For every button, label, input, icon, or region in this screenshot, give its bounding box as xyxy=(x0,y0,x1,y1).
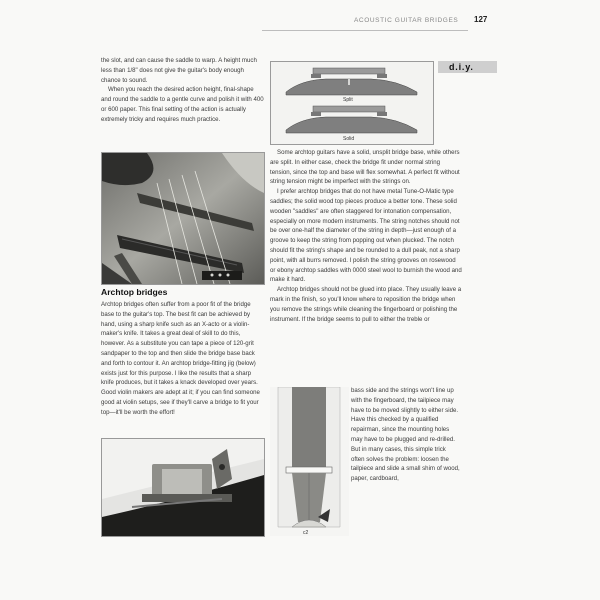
jig-illustration xyxy=(102,439,264,536)
paragraph: Archtop bridges often suffer from a poor fit of the bridge base to the guitar's top. The best fit can be achieved by hand, using a sharp knife such as an X-acto or a violin-maker's knife. It takes a great deal of skill to do this, however. As a substitute you can tape a piece of 120-grit sandpaper to the top and then slide the bridge base back and forth to contour it. An archtop bridge-fitting jig (below) exists just for this purpose. I like the results that a sharp knife produces, but it takes a knack developed over years. Good violin makers are adept at it; if you can find someone good at violin setups, see if they'll carve a bridge to fit your top—it'll be worth the effort! xyxy=(101,301,260,416)
right-column-top-text xyxy=(270,148,462,324)
paragraph: the slot, and can cause the saddle to warp. A height much less than 1/8" does not give the guitar's body enough chance to sound. xyxy=(101,57,257,84)
label-solid: Solid xyxy=(343,136,355,142)
left-column-top-text xyxy=(101,56,264,125)
tailpiece-shim-illustration xyxy=(270,387,349,536)
paragraph: When you reach the desired action height, final-shape and round the saddle to a gentle curve and polish it with 400 or 600 paper. This final setting of the action is actually extremely tricky and requires much practice. xyxy=(101,86,264,123)
label-split: Split xyxy=(343,97,353,103)
split-solid-diagram xyxy=(271,62,433,144)
diy-label: d.i.y. xyxy=(449,62,474,72)
bridge-fitting-jig-photo xyxy=(101,438,265,537)
archtop-bridge-photo xyxy=(101,152,265,285)
section-heading: Archtop bridges xyxy=(101,287,168,297)
tailpiece-diagram xyxy=(270,387,349,536)
left-column-body xyxy=(101,300,264,418)
bridge-base-diagram xyxy=(270,61,434,145)
running-head: ACOUSTIC GUITAR BRIDGES xyxy=(354,17,459,24)
paragraph: bass side and the strings won't line up with the fingerboard, the tailpiece may have to be moved slightly to either side. Have this checked by a qualified repairman, since the mounting holes may have to be plugged and re-drilled. But in many cases, this simple trick often solves the problem: loosen the tailpiece and slide a small shim of wood, paper, cardboard, xyxy=(351,387,460,483)
paragraph: Archtop bridges should not be glued into place. They usually leave a mark in the finish, so you'll know where to reposition the bridge when you remove the strings while cleaning the fingerboard or polishing the instrument. If the bridge seems to pull to either the treble or xyxy=(270,286,462,323)
right-column-wrap-text xyxy=(351,386,460,484)
header-rule xyxy=(262,30,468,31)
paragraph: I prefer archtop bridges that do not have metal Tune-O-Matic type saddles; the solid wood top pieces produce a better tone. These solid wooden "saddles" are often staggered for intonation compensation, especially on more modern instruments. The string notches should not be over one-half the diameter of the string in depth—just enough of a groove to keep the string from popping out when plucked. The notch should fit the string's shape and be rounded to a dull peak, not a sharp point, with all burrs removed. I polish the string grooves on rosewood or ebony archtop saddles with 0000 steel wool to burnish the wood and make it hard. xyxy=(270,188,462,284)
svg-text:c2: c2 xyxy=(303,530,309,536)
paragraph: Some archtop guitars have a solid, unsplit bridge base, while others are split. In either case, check the bridge fit under normal string tension, since the top and base will flex somewhat. A perfect fit without string tension might be imperfect with the strings on. xyxy=(270,149,460,186)
page-number: 127 xyxy=(474,15,488,24)
archtop-bridge-illustration xyxy=(102,153,264,284)
